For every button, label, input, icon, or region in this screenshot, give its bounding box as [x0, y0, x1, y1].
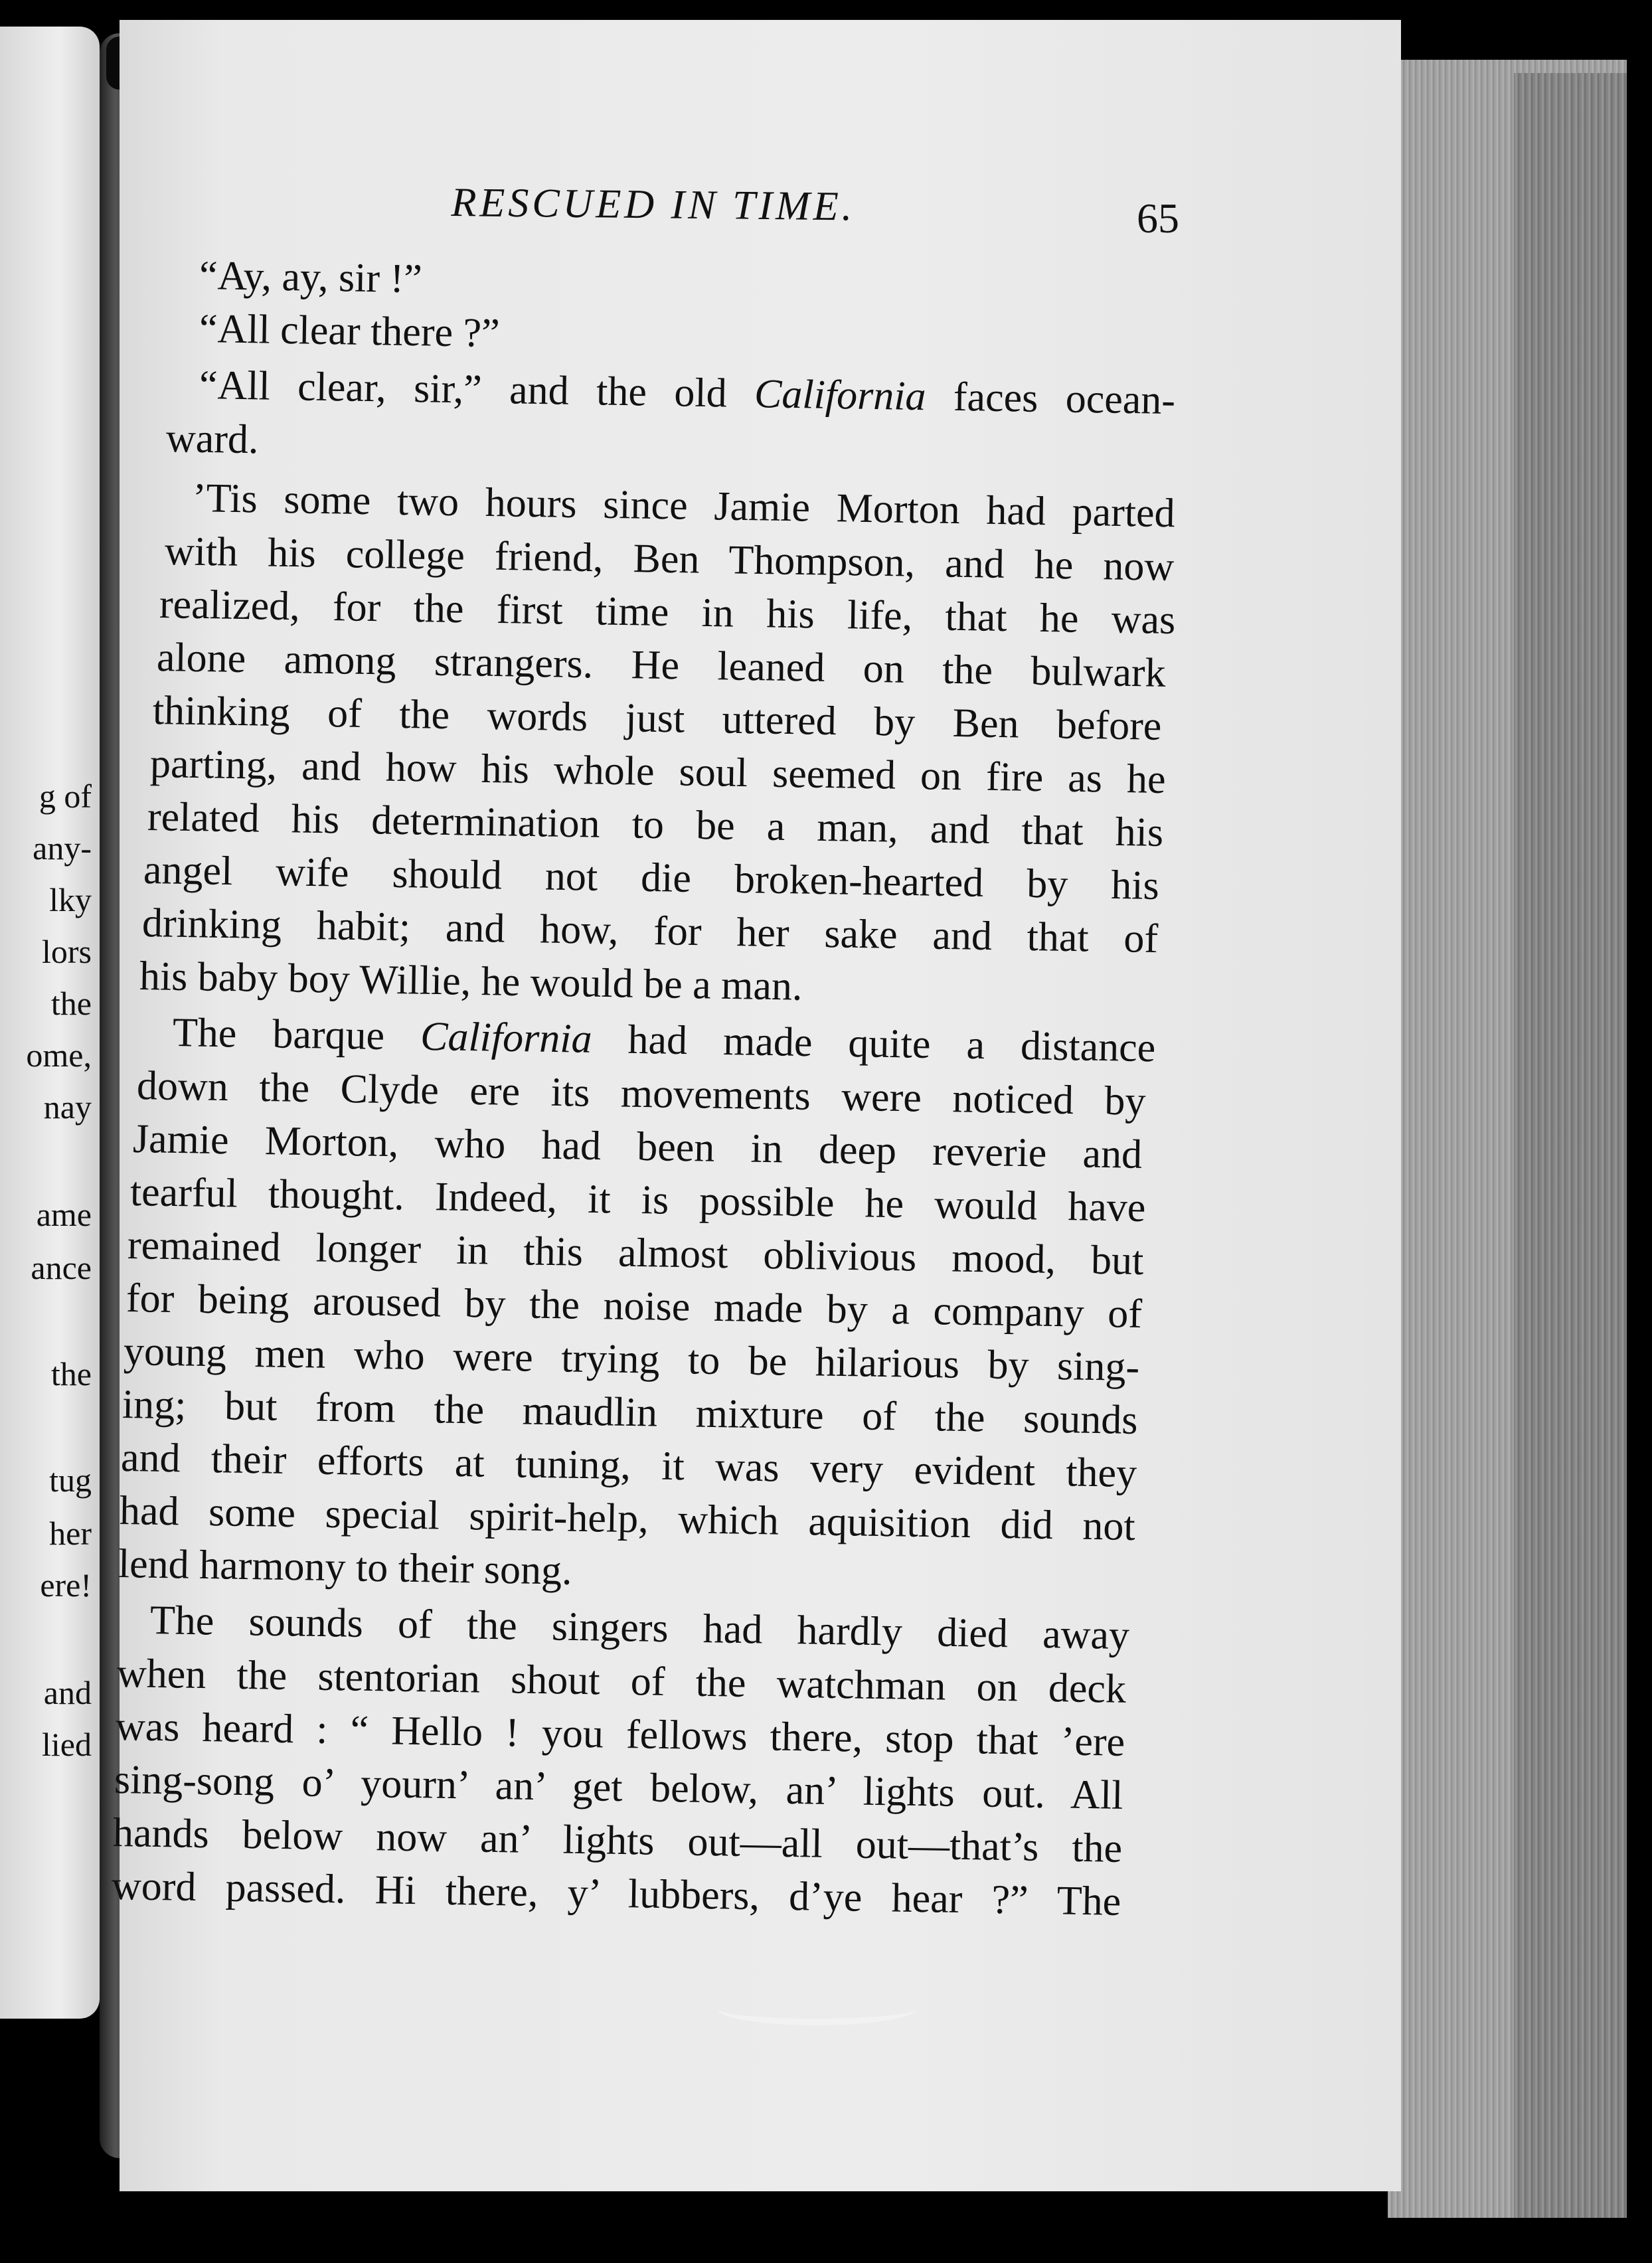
left-page-fragment: g of	[39, 778, 92, 815]
text-line	[199, 305, 500, 357]
text-line	[164, 528, 1174, 591]
left-page-fragment: tug	[49, 1462, 92, 1499]
left-page-fragment: the	[50, 1355, 92, 1392]
text-segment: drinking habit; and how, for her sake and that of	[141, 900, 1159, 962]
text-segment: parting, and how his whole soul seemed on fire as he	[149, 741, 1167, 803]
text-line	[147, 794, 1163, 857]
text-line	[159, 581, 1175, 644]
text-line	[172, 1009, 1155, 1072]
text-segment: was heard : “ Hello ! you fellows there, stop that ’ere	[115, 1704, 1125, 1765]
text-segment: when the stentorian shout of the watchman on deck	[116, 1651, 1127, 1712]
text-segment: “All clear, sir,” and the old	[199, 363, 755, 417]
scan-smudge	[717, 1992, 916, 2025]
text-line	[132, 1116, 1142, 1179]
left-page-fragment: ome,	[26, 1037, 92, 1074]
text-line	[192, 475, 1175, 537]
text-segment: and their efforts at tuning, it was very evident they	[120, 1435, 1137, 1497]
text-segment: had made quite a distance	[592, 1016, 1156, 1071]
text-segment: angel wife should not die broken-hearted by his	[143, 847, 1160, 909]
text-segment: hands below now an’ lights out—all out—that’s the	[112, 1810, 1123, 1871]
left-page-fragment: lky	[49, 881, 92, 918]
text-line	[114, 1756, 1123, 1819]
text-line	[118, 1541, 572, 1595]
text-segment: Jamie Morton, who had been in deep reverie and	[132, 1116, 1143, 1177]
text-line	[129, 1169, 1145, 1232]
text-line	[139, 953, 803, 1011]
text-segment: word passed. Hi there, y’ lubbers, d’ye hear ?” The	[111, 1863, 1121, 1924]
text-segment: The barque	[172, 1010, 421, 1059]
text-line	[120, 1434, 1137, 1497]
text-line	[125, 1275, 1142, 1338]
left-page-fragment: the	[50, 985, 92, 1022]
text-segment: faces ocean-	[925, 374, 1176, 424]
text-segment: for being aroused by the noise made by a company of	[125, 1276, 1143, 1337]
text-segment: tearful thought. Indeed, it is possible he would have	[129, 1169, 1146, 1231]
text-segment: ing; but from the maudlin mixture of the sounds	[122, 1382, 1138, 1444]
page-number: 65	[1137, 195, 1179, 242]
text-line	[141, 900, 1158, 963]
running-head: RESCUED IN TIME.	[451, 179, 856, 230]
text-line	[116, 1650, 1126, 1713]
text-line	[199, 362, 1175, 424]
text-segment: realized, for the first time in his life, that he was	[159, 582, 1176, 643]
left-page-fragment: nay	[43, 1088, 92, 1126]
text-line	[152, 687, 1161, 750]
text-segment: lend harmony to their song.	[118, 1541, 573, 1594]
text-line	[156, 634, 1166, 697]
text-segment: “All clear there ?”	[199, 306, 501, 357]
text-segment: remained longer in this almost oblivious mood, but	[127, 1222, 1144, 1284]
text-line	[112, 1809, 1122, 1873]
left-page-fragment: ame	[36, 1196, 92, 1233]
text-segment: related his determination to be a man, and that his	[147, 794, 1164, 856]
text-segment: down the Clyde ere its movements were noticed by	[136, 1063, 1147, 1124]
text-line	[149, 740, 1166, 803]
left-page-fragment: ere!	[40, 1566, 92, 1604]
text-line	[123, 1328, 1139, 1391]
text-segment: with his college friend, Ben Thompson, and he now	[164, 529, 1175, 590]
text-line	[143, 847, 1159, 910]
text-line	[127, 1222, 1143, 1285]
text-line	[165, 415, 259, 463]
text-line	[115, 1703, 1125, 1766]
left-page-fragment: and	[43, 1674, 92, 1711]
left-page-fragment: any-	[33, 829, 92, 867]
text-line	[119, 1487, 1135, 1551]
text-segment: The sounds of the singers had hardly died away	[149, 1598, 1130, 1659]
left-page-fragment: ance	[31, 1249, 92, 1286]
text-line	[136, 1062, 1146, 1126]
text-line	[122, 1381, 1138, 1444]
text-segment: his baby boy Willie, he would be a man.	[139, 954, 803, 1009]
text-segment: “Ay, ay, sir !”	[199, 253, 423, 302]
text-segment: young men who were trying to be hilarious by sing-	[123, 1329, 1140, 1390]
text-segment: sing-song o’ yourn’ an’ get below, an’ lights out. All	[114, 1757, 1123, 1818]
text-segment: had some special spirit-help, which aquisition did not	[119, 1488, 1136, 1550]
left-page-fragment: lors	[42, 933, 92, 970]
left-page-fragment: her	[49, 1515, 92, 1552]
text-line	[149, 1597, 1129, 1659]
text-segment: thinking of the words just uttered by Ben before	[152, 688, 1162, 749]
text-line	[111, 1863, 1121, 1926]
left-page-fragment: lied	[42, 1726, 92, 1763]
italic-ship-name: California	[754, 371, 927, 420]
text-line	[199, 252, 422, 303]
text-segment: alone among strangers. He leaned on the bulwark	[156, 635, 1167, 696]
italic-ship-name: California	[420, 1013, 593, 1062]
text-segment: ’Tis some two hours since Jamie Morton had parted	[192, 475, 1176, 537]
text-segment: ward.	[165, 416, 259, 463]
